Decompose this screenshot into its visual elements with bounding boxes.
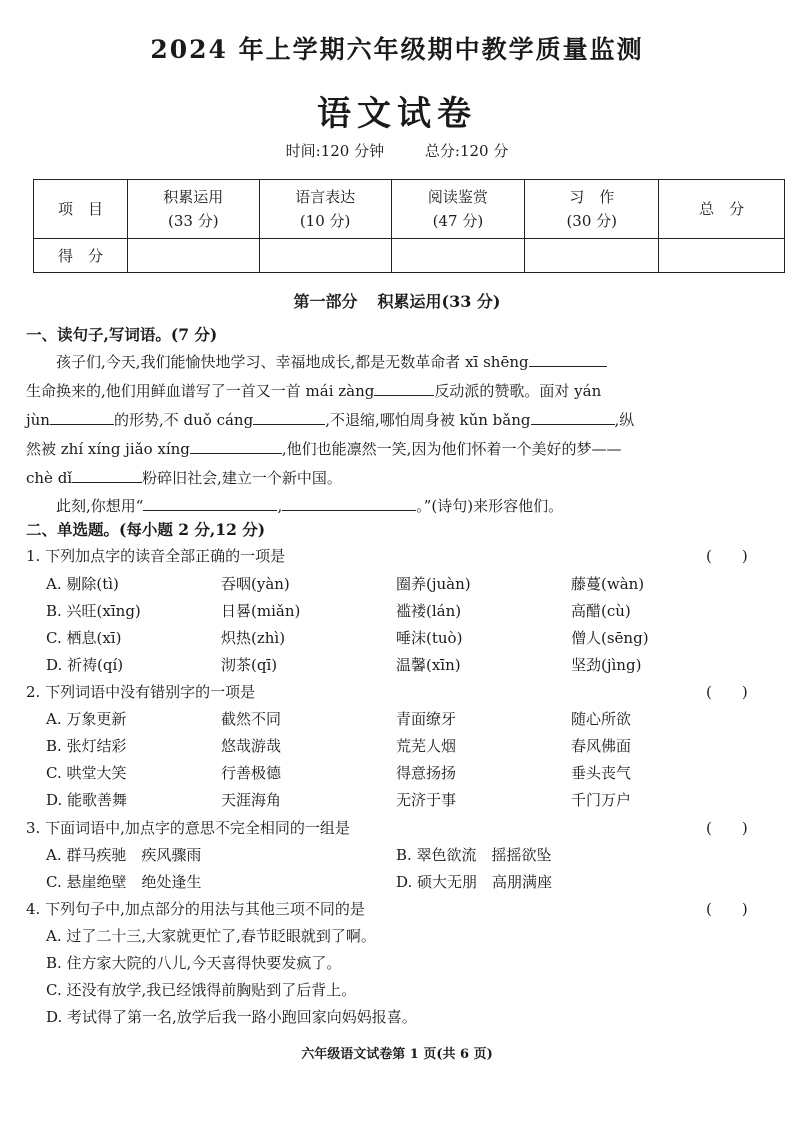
answer-blank[interactable] — [50, 408, 114, 425]
option: A. 剔除(tì) — [46, 575, 119, 593]
option: 僧人(sēng) — [571, 629, 649, 647]
option: 藤蔓(wàn) — [571, 575, 645, 593]
option: 青面缭牙 — [396, 710, 457, 728]
score-head-accumulate: 积累运用 (33 分) — [127, 180, 259, 239]
exam-title: 2024 年上学期六年级期中教学质量监测 — [150, 35, 644, 64]
exam-subject: 语文试卷 — [317, 94, 477, 134]
q1-heading: 一、读句子,写词语。(7 分) — [26, 325, 218, 344]
q2-2-stem: 2. 下列词语中没有错别字的一项是 — [26, 683, 256, 701]
option: B. 张灯结彩 — [46, 737, 127, 755]
score-row-label: 得 分 — [34, 239, 128, 273]
option: 炽热(zhì) — [221, 629, 286, 647]
score-cell[interactable] — [525, 239, 659, 273]
score-head-reading: 阅读鉴赏 (47 分) — [391, 180, 525, 239]
exam-total: 总分:120 分 — [424, 142, 509, 160]
score-head-writing: 习 作 (30 分) — [525, 180, 659, 239]
option: B. 翠色欲流 摇摇欲坠 — [396, 846, 552, 864]
score-head-item: 项 目 — [34, 180, 128, 239]
q2-heading: 二、单选题。(每小题 2 分,12 分) — [26, 520, 266, 539]
option: 荒芜人烟 — [396, 737, 457, 755]
option: 圈养(juàn) — [396, 575, 471, 593]
option: C. 哄堂大笑 — [46, 764, 127, 782]
option: 悠哉游哉 — [221, 737, 282, 755]
option: 截然不同 — [221, 710, 282, 728]
option: C. 还没有放学,我已经饿得前胸贴到了后背上。 — [46, 981, 357, 999]
answer-blank[interactable] — [190, 437, 282, 454]
answer-blank[interactable] — [143, 494, 277, 511]
answer-paren[interactable]: ( ) — [706, 683, 748, 701]
answer-paren[interactable]: ( ) — [706, 547, 748, 565]
option: 春风佛面 — [571, 737, 632, 755]
option: B. 兴旺(xīng) — [46, 602, 141, 620]
option: 垂头丧气 — [571, 764, 632, 782]
answer-blank[interactable] — [282, 494, 416, 511]
q2-1-stem: 1. 下列加点字的读音全部正确的一项是 — [26, 547, 286, 565]
score-head-expression: 语言表达 (10 分) — [259, 180, 391, 239]
q2-4-stem: 4. 下列句子中,加点部分的用法与其他三项不同的是 — [26, 900, 365, 918]
answer-blank[interactable] — [72, 466, 142, 483]
q1-line3: jùn 的形势,不 duǒ cáng ,不退缩,哪怕周身被 kǔn bǎng ,纵 — [26, 408, 634, 430]
option: D. 能歌善舞 — [46, 791, 128, 809]
option: 无济于事 — [396, 791, 457, 809]
option: 日晷(miǎn) — [221, 602, 301, 620]
score-cell[interactable] — [259, 239, 391, 273]
option: A. 过了二十三,大家就更忙了,春节眨眼就到了啊。 — [46, 927, 376, 945]
option: 温馨(xīn) — [396, 656, 461, 674]
option: D. 祈祷(qí) — [46, 656, 124, 674]
option: C. 栖息(xī) — [46, 629, 122, 647]
option: A. 群马疾驰 疾风骤雨 — [46, 846, 202, 864]
answer-blank[interactable] — [531, 408, 615, 425]
q1-line6: 此刻,你想用“ , 。”(诗句)来形容他们。 — [56, 494, 563, 516]
option: 高醋(cù) — [571, 602, 631, 620]
option: 千门万户 — [571, 791, 632, 809]
score-cell[interactable] — [391, 239, 525, 273]
q1-line2: 生命换来的,他们用鲜血谱写了一首又一首 mái zàng 反动派的赞歌。面对 yán — [26, 379, 601, 401]
answer-paren[interactable]: ( ) — [706, 900, 748, 918]
option: D. 考试得了第一名,放学后我一路小跑回家向妈妈报喜。 — [46, 1008, 417, 1026]
score-cell[interactable] — [127, 239, 259, 273]
answer-blank[interactable] — [529, 350, 607, 367]
option: 吞咽(yàn) — [221, 575, 290, 593]
page-footer: 六年级语文试卷第 1 页(共 6 页) — [301, 1047, 493, 1062]
q2-3-stem: 3. 下面词语中,加点字的意思不完全相同的一组是 — [26, 819, 350, 837]
section-title: 第一部分 积累运用(33 分) — [293, 292, 501, 311]
option: 沏茶(qī) — [221, 656, 278, 674]
exam-info — [0, 140, 794, 161]
option: B. 住方家大院的八儿,今天喜得快要发疯了。 — [46, 954, 342, 972]
option: 坚劲(jìng) — [571, 656, 642, 674]
answer-blank[interactable] — [374, 379, 434, 396]
score-cell[interactable] — [659, 239, 785, 273]
option: C. 悬崖绝壁 绝处逢生 — [46, 873, 202, 891]
answer-blank[interactable] — [253, 408, 325, 425]
option: D. 硕大无朋 高朋满座 — [396, 873, 553, 891]
score-head-total: 总 分 — [659, 180, 785, 239]
option: 行善极德 — [221, 764, 282, 782]
q1-line1: 孩子们,今天,我们能愉快地学习、幸福地成长,都是无数革命者 xī shēng — [56, 350, 607, 372]
option: 得意扬扬 — [396, 764, 457, 782]
option: 褴褛(lán) — [396, 602, 462, 620]
q1-line5: chè dǐ 粉碎旧社会,建立一个新中国。 — [26, 466, 342, 488]
exam-time: 时间:120 分钟 — [285, 142, 385, 160]
answer-paren[interactable]: ( ) — [706, 819, 748, 837]
q1-line4: 然被 zhí xíng jiǎo xíng ,他们也能凛然一笑,因为他们怀着一个美好的梦—— — [26, 437, 621, 459]
option: A. 万象更新 — [46, 710, 127, 728]
score-table — [33, 179, 785, 273]
option: 随心所欲 — [571, 710, 632, 728]
option: 天涯海角 — [221, 791, 282, 809]
option: 唾沫(tuò) — [396, 629, 463, 647]
